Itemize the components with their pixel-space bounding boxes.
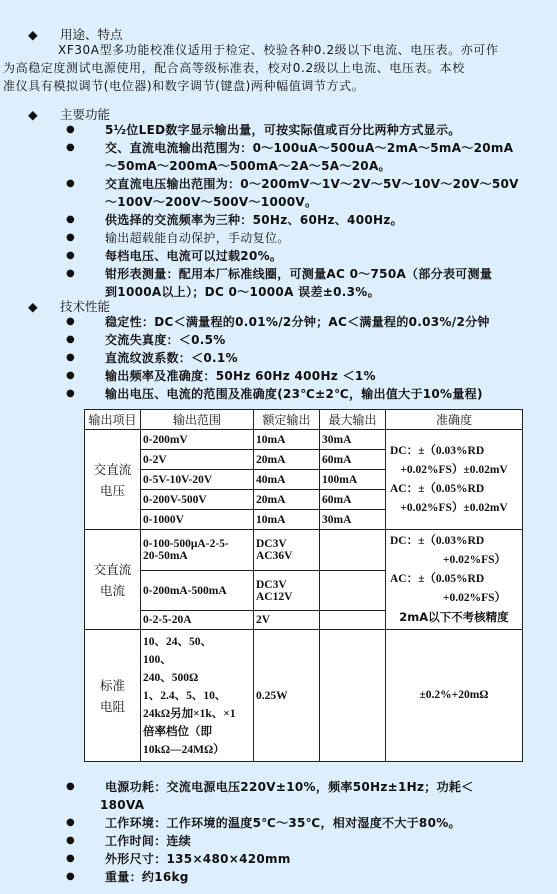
rated-cell: 20mA xyxy=(254,490,320,510)
list-item-text: 输出电压、电流的范围及准确度(23℃±2℃，输出值大于10%量程) xyxy=(105,387,483,401)
range-cell: 0-2-5-20A xyxy=(141,611,254,630)
round-bullet-icon: ● xyxy=(66,388,76,399)
range-line: 0-100-500μA-2-5- xyxy=(143,538,229,550)
accuracy-line: +0.02%FS）±0.02mV xyxy=(400,501,508,514)
list-item xyxy=(0,139,535,157)
table-header-cell: 额定输出 xyxy=(254,410,320,430)
category-label: 交直流 xyxy=(93,461,132,477)
accuracy-note: 2mA以下不考核精度 xyxy=(399,610,509,624)
round-bullet-icon: ● xyxy=(66,334,76,345)
rated-line: AC12V xyxy=(256,590,293,603)
paragraph-line: 为高稳定度测试电源使用，配合高等级标准表，校对0.2级以上电流、电压表。本校 xyxy=(3,61,465,75)
max-cell: 60mA xyxy=(320,450,386,470)
list-item-text: 供选择的交流频率为三种：50Hz、60Hz、400Hz。 xyxy=(105,213,403,227)
list-item xyxy=(0,778,535,796)
list-item-text: 180VA xyxy=(100,798,145,812)
accuracy-line: AC：±（0.05%RD xyxy=(390,573,485,585)
list-item-text: 电源功耗：交流电源电压220V±10%，频率50Hz±1Hz；功耗＜ xyxy=(105,780,474,794)
round-bullet-icon: ● xyxy=(66,871,76,882)
table-header-cell: 输出项目 xyxy=(85,410,141,430)
list-item xyxy=(0,265,535,283)
round-bullet-icon: ● xyxy=(66,250,76,261)
list-item xyxy=(0,331,535,349)
rated-cell: 10mA xyxy=(254,510,320,530)
range-cell: 0-1000V xyxy=(141,510,254,530)
category-label: 电压 xyxy=(99,482,125,498)
rated-line: AC36V xyxy=(256,550,293,562)
range-cell: 0-5V-10V-20V xyxy=(141,470,254,490)
accuracy-line: +0.02%FS）±0.02mV xyxy=(400,463,508,476)
accuracy-line: DC：±（0.03%RD xyxy=(390,535,485,547)
list-item-text: 输出超载能自动保护，手动复位。 xyxy=(105,231,290,245)
spec-table xyxy=(84,409,523,762)
list-item xyxy=(0,175,535,193)
list-item-text: ～100V～200V～500V～1000V。 xyxy=(105,195,318,209)
accuracy-line: AC：±（0.05%RD xyxy=(390,482,485,495)
max-cell: 100mA xyxy=(320,470,386,490)
diamond-bullet-icon: ◆ xyxy=(28,299,38,314)
rated-cell xyxy=(254,530,320,571)
list-item xyxy=(0,385,535,403)
list-item xyxy=(0,850,535,868)
accuracy-cell-voltage xyxy=(386,430,523,530)
list-item-text: 每档电压、电流可以过载20%。 xyxy=(105,249,283,263)
rated-cell: 20mA xyxy=(254,450,320,470)
round-bullet-icon: ● xyxy=(66,817,76,828)
category-label: 电流 xyxy=(99,582,125,598)
round-bullet-icon: ● xyxy=(66,853,76,864)
round-bullet-icon: ● xyxy=(66,316,76,327)
rated-cell: 40mA xyxy=(254,470,320,490)
section-title: 主要功能 xyxy=(60,107,111,122)
accuracy-line: +0.02%FS） xyxy=(442,592,506,604)
list-item xyxy=(0,193,535,211)
max-cell: 30mA xyxy=(320,430,386,450)
category-cell-current xyxy=(85,530,141,630)
list-item-text: 输出频率及准确度：50Hz 60Hz 400Hz ＜1% xyxy=(105,369,376,383)
table-row xyxy=(85,430,523,450)
range-cell xyxy=(141,630,254,762)
list-item xyxy=(0,247,535,265)
list-item-text: 钳形表测量：配用本厂标准线圈，可测量AC 0～750A（部分表可测量 xyxy=(105,267,493,281)
accuracy-cell-current xyxy=(386,530,523,630)
round-bullet-icon: ● xyxy=(66,352,76,363)
category-cell-voltage xyxy=(85,430,141,530)
accuracy-cell-resistance: ±0.2%+20mΩ xyxy=(386,630,523,762)
category-cell-resistance xyxy=(85,630,141,762)
list-item xyxy=(0,229,535,247)
table-row xyxy=(85,530,523,571)
table-header-cell: 准确度 xyxy=(386,410,523,430)
table-header-row xyxy=(85,410,523,430)
range-cell xyxy=(141,530,254,571)
range-line: 100、 xyxy=(143,653,172,666)
round-bullet-icon: ● xyxy=(66,268,76,279)
list-item xyxy=(0,157,535,175)
list-item-text: 直流纹波系数：＜0.1% xyxy=(105,351,238,365)
paragraph-line: XF30A型多功能校准仪适用于检定、校验各种0.2级以下电流、电压表。亦可作 xyxy=(58,43,499,57)
round-bullet-icon: ● xyxy=(66,835,76,846)
section-title: 技术性能 xyxy=(60,299,111,314)
accuracy-line: DC：±（0.03%RD xyxy=(390,444,485,457)
rated-cell: 0.25W xyxy=(254,630,320,762)
range-line: 24kΩ另加×1k、×1 xyxy=(143,707,236,720)
section-title: 用途、特点 xyxy=(60,27,123,42)
table-header-cell: 最大输出 xyxy=(320,410,386,430)
list-item xyxy=(0,211,535,229)
range-cell: 0-2V xyxy=(141,450,254,470)
round-bullet-icon: ● xyxy=(66,124,76,135)
rated-cell: 2V xyxy=(254,611,320,630)
category-label: 标准 xyxy=(99,677,125,693)
max-cell xyxy=(320,530,386,571)
round-bullet-icon: ● xyxy=(66,370,76,381)
max-cell: 60mA xyxy=(320,490,386,510)
list-item-text: 工作时间：连续 xyxy=(105,834,192,848)
list-item xyxy=(0,796,530,814)
list-item xyxy=(0,349,535,367)
round-bullet-icon: ● xyxy=(66,178,76,189)
range-line: 倍率档位（即 xyxy=(143,725,212,738)
range-cell: 0-200mA-500mA xyxy=(141,571,254,611)
list-item-text: 重量：约16kg xyxy=(105,870,189,884)
category-label: 电阻 xyxy=(99,698,125,714)
range-cell: 0-200mV xyxy=(141,430,254,450)
list-item-text: 工作环境：工作环境的温度5℃～35℃，相对湿度不大于80%。 xyxy=(105,816,461,830)
range-line: 240、500Ω xyxy=(143,671,199,684)
table-header-cell: 输出范围 xyxy=(141,410,254,430)
rated-line: DC3V xyxy=(256,578,287,591)
list-item-text: 交流失真度：＜0.5% xyxy=(105,333,226,347)
list-item xyxy=(0,367,535,385)
range-line: 1、2.4、5、10、 xyxy=(143,689,227,702)
range-line: 10、24、50、 xyxy=(143,635,212,648)
diamond-bullet-icon: ◆ xyxy=(28,107,38,122)
max-cell xyxy=(320,611,386,630)
round-bullet-icon: ● xyxy=(66,214,76,225)
table-row xyxy=(85,630,523,762)
round-bullet-icon: ● xyxy=(66,781,76,792)
max-cell xyxy=(320,630,386,762)
list-item-text: 交直流电压输出范围为：0～200mV～1V～2V～5V～10V～20V～50V xyxy=(105,177,519,191)
rated-line: DC3V xyxy=(256,538,287,550)
max-cell xyxy=(320,571,386,611)
list-item-text: ～50mA～200mA～500mA～2A～5A～20A。 xyxy=(105,159,391,173)
list-item xyxy=(0,832,535,850)
performance-list xyxy=(0,313,535,403)
rated-cell: 10mA xyxy=(254,430,320,450)
round-bullet-icon: ● xyxy=(66,232,76,243)
general-spec-list xyxy=(0,778,535,886)
list-item-text: 外形尺寸：135×480×420mm xyxy=(105,852,291,866)
list-item-text: 交、直流电流输出范围为：0～100uA～500uA～2mA～5mA～20mA xyxy=(105,141,514,155)
usage-paragraph xyxy=(3,41,548,95)
diamond-bullet-icon: ◆ xyxy=(28,27,38,42)
category-label: 交直流 xyxy=(93,561,132,577)
list-item xyxy=(0,313,535,331)
list-item-text: 5½位LED数字显示输出量，可按实际值或百分比两种方式显示。 xyxy=(105,123,461,137)
range-cell: 0-200V-500V xyxy=(141,490,254,510)
rated-cell xyxy=(254,571,320,611)
accuracy-line: +0.02%FS） xyxy=(442,554,506,566)
range-line: 20-50mA xyxy=(143,550,188,562)
max-cell: 30mA xyxy=(320,510,386,530)
list-item xyxy=(0,868,535,886)
list-item xyxy=(0,814,535,832)
range-line: 10kΩ—24MΩ） xyxy=(143,743,225,756)
list-item-text: 稳定性：DC＜满量程的0.01%/2分钟；AC＜满量程的0.03%/2分钟 xyxy=(105,315,490,329)
paragraph-line: 准仪具有模拟调节(电位器)和数字调节(键盘)两种幅值调节方式。 xyxy=(3,79,365,93)
list-item-text: 到1000A以上）；DC 0～1000A 误差±0.3%。 xyxy=(105,285,380,299)
functions-list xyxy=(0,121,535,301)
list-item xyxy=(0,121,535,139)
round-bullet-icon: ● xyxy=(66,142,76,153)
